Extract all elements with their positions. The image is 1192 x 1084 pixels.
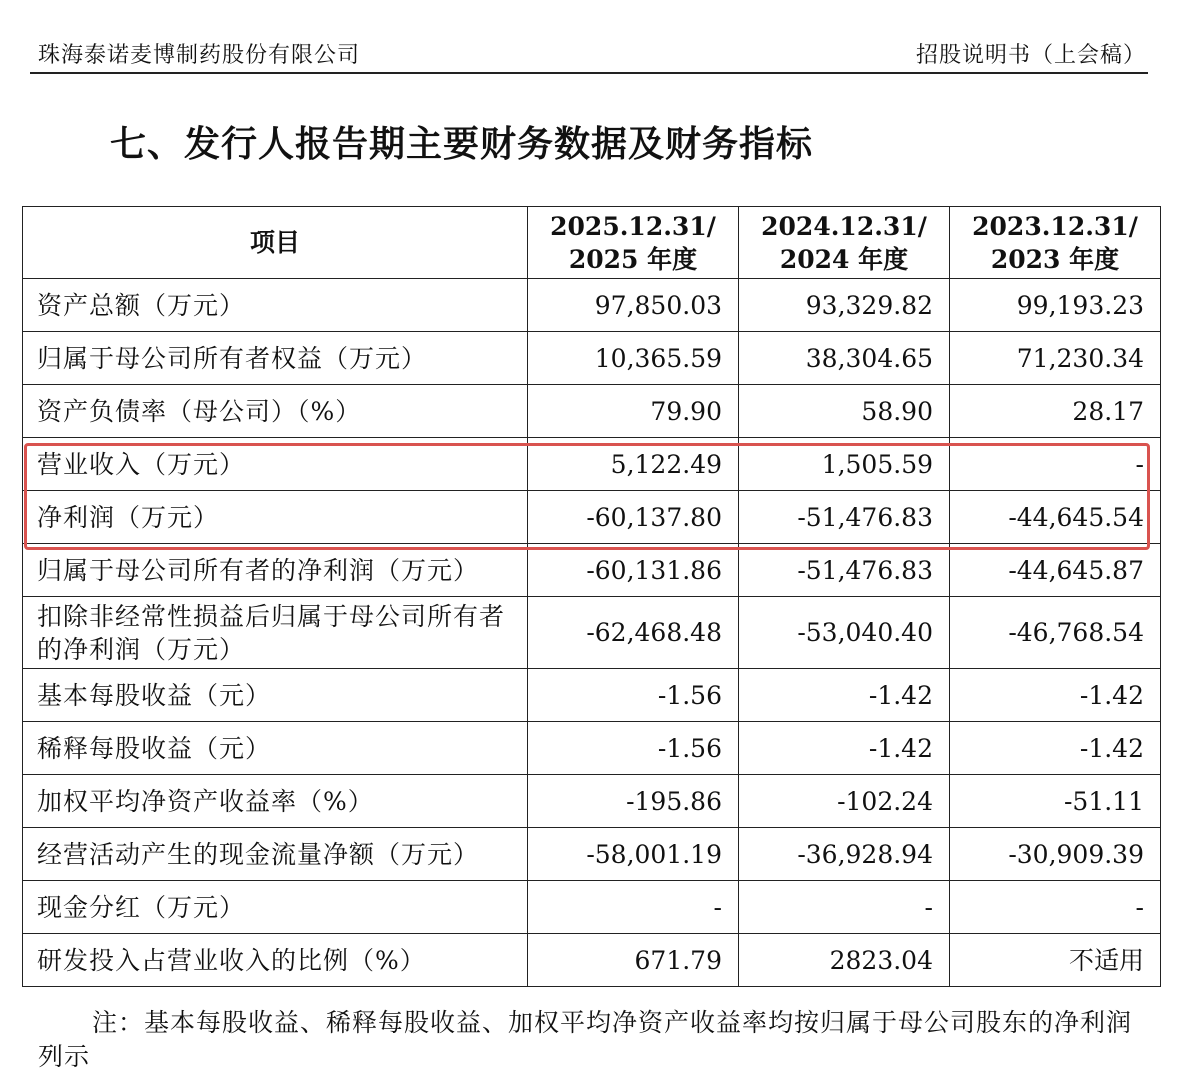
row-label: 现金分红（万元） bbox=[23, 881, 528, 934]
value-2024: -36,928.94 bbox=[739, 828, 950, 881]
row-label: 基本每股收益（元） bbox=[23, 669, 528, 722]
value-2023: -44,645.54 bbox=[950, 491, 1161, 544]
value-2024: -51,476.83 bbox=[739, 544, 950, 597]
row-label: 归属于母公司所有者的净利润（万元） bbox=[23, 544, 528, 597]
value-2024: -51,476.83 bbox=[739, 491, 950, 544]
row-label: 营业收入（万元） bbox=[23, 438, 528, 491]
table-row bbox=[23, 438, 1161, 491]
table-row bbox=[23, 722, 1161, 775]
value-2024: 38,304.65 bbox=[739, 332, 950, 385]
value-2024: 58.90 bbox=[739, 385, 950, 438]
value-2024: - bbox=[739, 881, 950, 934]
table-row bbox=[23, 828, 1161, 881]
value-2023: -1.42 bbox=[950, 722, 1161, 775]
value-2025: -62,468.48 bbox=[528, 597, 739, 669]
row-label: 净利润（万元） bbox=[23, 491, 528, 544]
row-label: 扣除非经常性损益后归属于母公司所有者的净利润（万元） bbox=[23, 597, 528, 669]
table-row bbox=[23, 385, 1161, 438]
value-2025: - bbox=[528, 881, 739, 934]
table-row bbox=[23, 491, 1161, 544]
table-row bbox=[23, 279, 1161, 332]
value-2023: 71,230.34 bbox=[950, 332, 1161, 385]
row-label: 资产负债率（母公司）（%） bbox=[23, 385, 528, 438]
value-2023: -51.11 bbox=[950, 775, 1161, 828]
value-2025: 79.90 bbox=[528, 385, 739, 438]
header-2024: 2024.12.31/ 2024 年度 bbox=[739, 207, 950, 279]
header-2023: 2023.12.31/ 2023 年度 bbox=[950, 207, 1161, 279]
value-2025: -60,131.86 bbox=[528, 544, 739, 597]
company-name: 珠海泰诺麦博制药股份有限公司 bbox=[38, 43, 361, 68]
table-row bbox=[23, 597, 1161, 669]
table-row bbox=[23, 669, 1161, 722]
value-2023: 99,193.23 bbox=[950, 279, 1161, 332]
value-2023: - bbox=[950, 438, 1161, 491]
value-2023: -44,645.87 bbox=[950, 544, 1161, 597]
value-2025: -195.86 bbox=[528, 775, 739, 828]
value-2025: 5,122.49 bbox=[528, 438, 739, 491]
table-footnote: 注：基本每股收益、稀释每股收益、加权平均净资产收益率均按归属于母公司股东的净利润列示 bbox=[38, 1008, 1133, 1071]
row-label: 稀释每股收益（元） bbox=[23, 722, 528, 775]
value-2025: -1.56 bbox=[528, 669, 739, 722]
table-row bbox=[23, 934, 1161, 987]
row-label: 经营活动产生的现金流量净额（万元） bbox=[23, 828, 528, 881]
value-2023: - bbox=[950, 881, 1161, 934]
row-label: 资产总额（万元） bbox=[23, 279, 528, 332]
value-2025: 10,365.59 bbox=[528, 332, 739, 385]
header-2025: 2025.12.31/ 2025 年度 bbox=[528, 207, 739, 279]
value-2024: 93,329.82 bbox=[739, 279, 950, 332]
table-header-row bbox=[23, 207, 1161, 279]
value-2023: -30,909.39 bbox=[950, 828, 1161, 881]
table-row bbox=[23, 881, 1161, 934]
table-row bbox=[23, 332, 1161, 385]
value-2023: -1.42 bbox=[950, 669, 1161, 722]
value-2024: -102.24 bbox=[739, 775, 950, 828]
value-2024: 1,505.59 bbox=[739, 438, 950, 491]
row-label: 研发投入占营业收入的比例（%） bbox=[23, 934, 528, 987]
row-label: 加权平均净资产收益率（%） bbox=[23, 775, 528, 828]
value-2025: -1.56 bbox=[528, 722, 739, 775]
table-row bbox=[23, 544, 1161, 597]
header-divider bbox=[30, 72, 1148, 74]
value-2023: 不适用 bbox=[950, 934, 1161, 987]
value-2024: -1.42 bbox=[739, 722, 950, 775]
value-2024: -1.42 bbox=[739, 669, 950, 722]
value-2024: 2823.04 bbox=[739, 934, 950, 987]
value-2024: -53,040.40 bbox=[739, 597, 950, 669]
section-title: 七、发行人报告期主要财务数据及财务指标 bbox=[110, 124, 814, 165]
financial-data-table bbox=[22, 206, 1161, 987]
value-2025: -58,001.19 bbox=[528, 828, 739, 881]
value-2023: -46,768.54 bbox=[950, 597, 1161, 669]
value-2023: 28.17 bbox=[950, 385, 1161, 438]
value-2025: 671.79 bbox=[528, 934, 739, 987]
document-type: 招股说明书（上会稿） bbox=[915, 43, 1146, 68]
header-item: 项目 bbox=[23, 207, 528, 279]
table-row bbox=[23, 775, 1161, 828]
value-2025: 97,850.03 bbox=[528, 279, 739, 332]
value-2025: -60,137.80 bbox=[528, 491, 739, 544]
row-label: 归属于母公司所有者权益（万元） bbox=[23, 332, 528, 385]
